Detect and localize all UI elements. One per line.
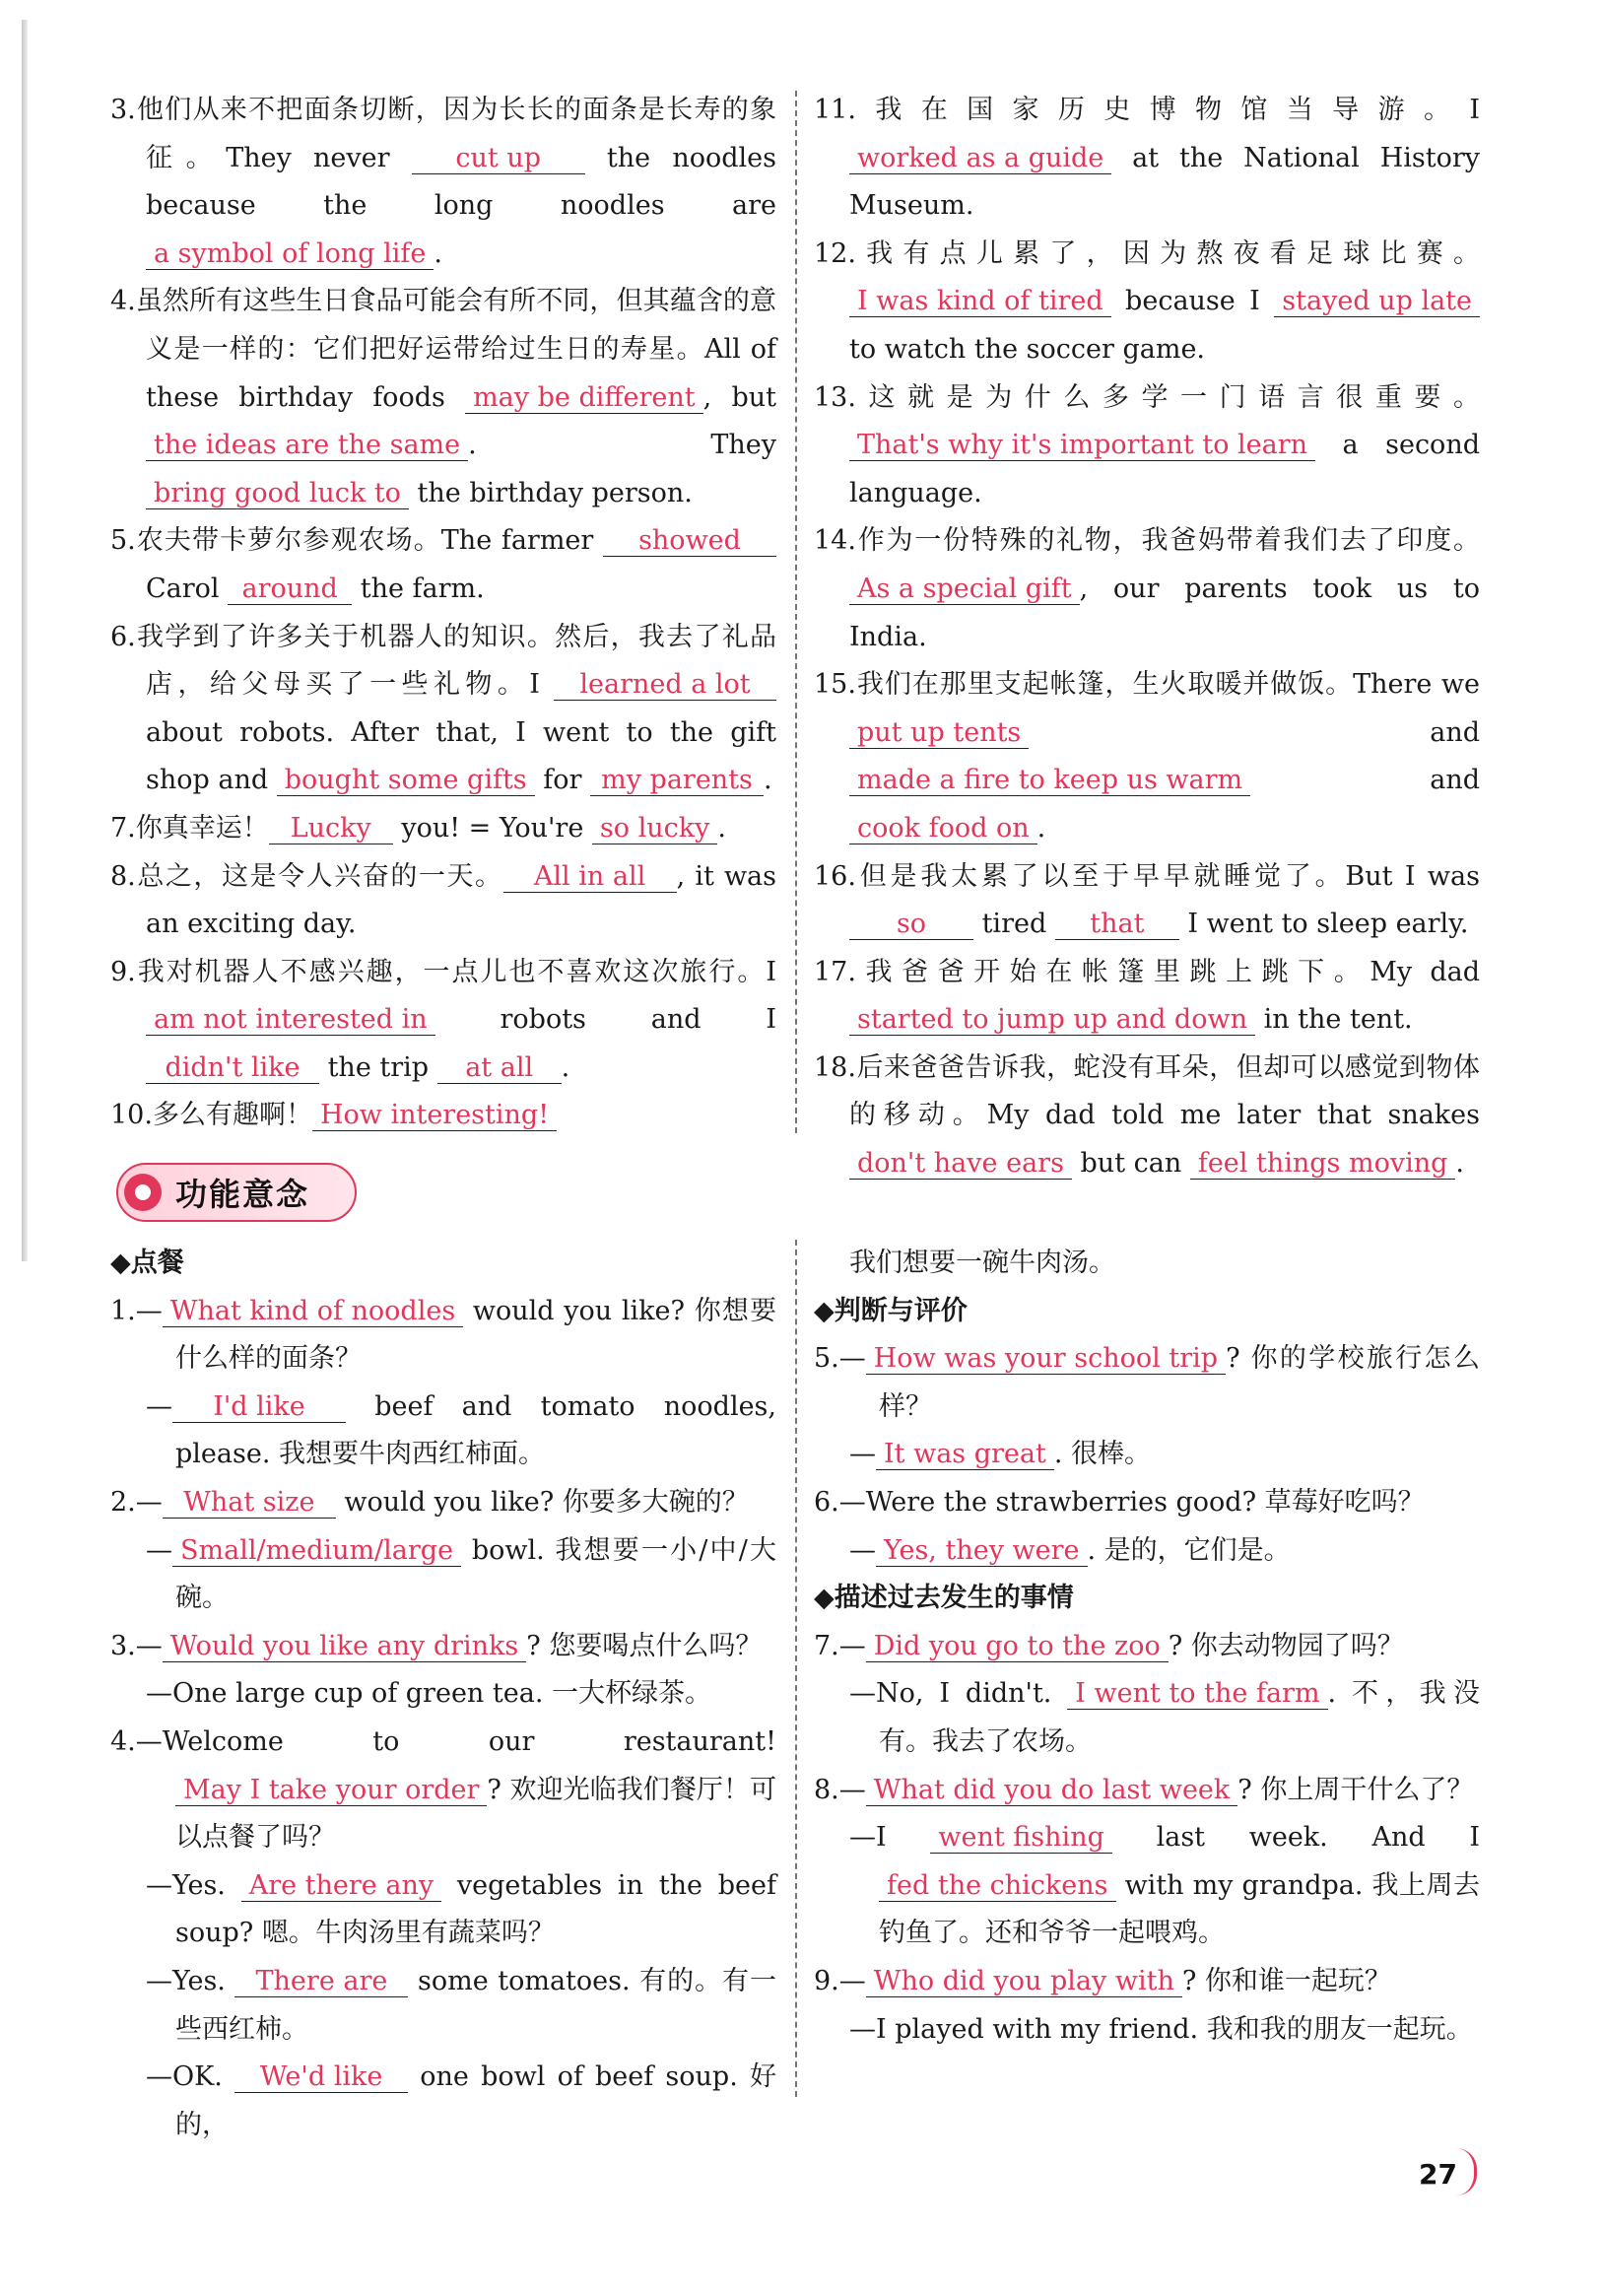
scan-edge-shadow (22, 20, 28, 1261)
section-title: 功能意念 (175, 1176, 310, 1213)
exercise-16: 16.但是我太累了以至于早早就睡觉了。But I was so tired that I went to sleep early. (814, 860, 1480, 940)
dialogue-4-answer-2: —Yes. There are some tomatoes. 有的。有一些西红柿。 (146, 1965, 776, 2045)
answer-blank[interactable]: That's why it's important to learn (849, 431, 1315, 461)
answer-blank[interactable]: Lucky (269, 814, 393, 844)
vocab-right-column (814, 87, 1480, 1188)
exercise-18: 18.后来爸爸告诉我，蛇没有耳朵，但却可以感觉到物体的移动。My dad told me later that snakes don't have ears but can feel things moving . (814, 1051, 1480, 1180)
dialogue-8-question: 8.— What did you do last week ? 你上周干什么了？ (814, 1774, 1474, 1805)
exercise-9: 9.我对机器人不感兴趣，一点儿也不喜欢这次旅行。I am not interested in robots and I didn't like the trip at all . (110, 956, 776, 1083)
dialogue-4-answer-1: —Yes. Are there any vegetables in the beef soup? 嗯。牛肉汤里有蔬菜吗？ (146, 1869, 776, 1949)
answer-blank[interactable]: at all (437, 1053, 562, 1084)
answer-blank[interactable]: What size (163, 1488, 336, 1519)
answer-blank[interactable]: It was great (876, 1440, 1054, 1470)
section-title-badge (116, 1163, 357, 1222)
answer-blank[interactable]: so lucky (592, 814, 717, 844)
exercise-10: 10.多么有趣啊！ How interesting! (110, 1092, 776, 1140)
answer-blank[interactable]: What did you do last week (866, 1776, 1238, 1806)
answer-blank[interactable]: bring good luck to (146, 479, 409, 509)
dialogue-9-question: 9.— Who did you play with ? 你和谁一起玩？ (814, 1965, 1391, 1996)
exercise-4: 4.虽然所有这些生日食品可能会有所不同，但其蕴含的意义是一样的：它们把好运带给过生日的寿星。All of these birthday foods may be different , but the ideas are the same . They bring good luck to the birthday person. (110, 286, 776, 508)
subheading-ordering: ◆点餐 (110, 1248, 184, 1278)
answer-blank[interactable]: stayed up late (1274, 287, 1480, 317)
answer-blank[interactable]: am not interested in (146, 1005, 435, 1036)
column-divider (795, 1240, 797, 2097)
dialogue-5-answer: — It was great . 很棒。 (849, 1439, 1152, 1470)
answer-blank[interactable]: worked as a guide (849, 144, 1111, 174)
dialogue-1-question: 1.— What kind of noodles would you like? 你想要什么样的面条？ (110, 1295, 776, 1375)
answer-blank[interactable]: I went to the farm (1067, 1679, 1327, 1710)
answer-blank[interactable]: fed the chickens (879, 1871, 1116, 1902)
answer-blank[interactable]: Small/medium/large (172, 1536, 461, 1567)
answer-blank[interactable]: don't have ears (849, 1149, 1072, 1180)
target-circle-icon (124, 1174, 162, 1211)
answer-blank[interactable]: Are there any (241, 1871, 441, 1902)
answer-blank[interactable]: May I take your order (175, 1776, 487, 1806)
answer-blank[interactable]: showed (603, 526, 776, 557)
dialogue-6-question: 6.—Were the strawberries good? 草莓好吃吗？ (814, 1486, 1425, 1518)
answer-blank[interactable]: cut up (412, 144, 585, 174)
answer-blank[interactable]: started to jump up and down (849, 1005, 1255, 1036)
exercise-15: 15.我们在那里支起帐篷，生火取暖并做饭。There we put up tents and made a fire to keep us warm and cook food on . (814, 669, 1480, 844)
dialogue-3-question: 3.— Would you like any drinks ? 您要喝点什么吗？ (110, 1630, 763, 1661)
column-divider (795, 91, 797, 1133)
dialogue-3-answer: —One large cup of green tea. 一大杯绿茶。 (146, 1678, 711, 1710)
dialogue-1-answer: — I'd like beef and tomato noodles, please. 我想要牛肉西红柿面。 (146, 1390, 776, 1470)
answer-blank[interactable]: All in all (503, 862, 677, 893)
dialogue-7-question: 7.— Did you go to the zoo ? 你去动物园了吗？ (814, 1630, 1404, 1661)
answer-blank[interactable]: Who did you play with (866, 1967, 1182, 1997)
exercise-17: 17.我爸爸开始在帐篷里跳上跳下。My dad started to jump up and down in the tent. (814, 956, 1480, 1036)
answer-blank[interactable]: my parents (590, 766, 764, 796)
answer-blank[interactable]: I'd like (172, 1392, 346, 1423)
exercise-5: 5.农夫带卡萝尔参观农场。The farmer showed Carol around the farm. (110, 517, 776, 613)
answer-blank[interactable]: Did you go to the zoo (866, 1632, 1169, 1662)
exercise-8: 8.总之，这是令人兴奋的一天。 All in all , it was an exciting day. (110, 860, 777, 940)
page-number: 27 (1419, 2158, 1457, 2191)
answer-blank[interactable]: may be different (465, 383, 703, 414)
answer-blank[interactable]: learned a lot (554, 670, 776, 701)
answer-blank[interactable]: How was your school trip (866, 1344, 1226, 1375)
answer-blank[interactable]: that (1055, 910, 1179, 940)
answer-blank[interactable]: I was kind of tired (849, 287, 1111, 317)
subheading-judging: ◆判断与评价 (814, 1295, 968, 1326)
vocab-left-column (110, 87, 776, 1140)
answer-blank[interactable]: As a special gift (849, 574, 1080, 605)
answer-blank[interactable]: feel things moving (1190, 1149, 1456, 1180)
answer-blank[interactable]: Yes, they were (876, 1536, 1088, 1567)
answer-blank[interactable]: made a fire to keep us warm (849, 766, 1250, 796)
answer-blank[interactable]: Would you like any drinks (163, 1632, 527, 1662)
exercise-12: 12.我有点儿累了，因为熬夜看足球比赛。I was kind of tired because I stayed up late to watch the soccer game. (814, 237, 1480, 365)
answer-blank[interactable]: so (849, 910, 973, 940)
exercise-6: 6.我学到了许多关于机器人的知识。然后，我去了礼品店，给父母买了一些礼物。I learned a lot about robots. After that, I went to the gift shop and bought some gifts for my parents . (110, 621, 776, 796)
dialogue-2-answer: — Small/medium/large bowl. 我想要一小/中/大碗。 (146, 1534, 776, 1614)
dialogue-7-answer: —No, I didn't. I went to the farm . 不，我没有。我去了农场。 (849, 1678, 1480, 1757)
answer-blank[interactable]: cook food on (849, 814, 1037, 844)
answer-blank[interactable]: What kind of noodles (163, 1297, 463, 1327)
dialogue-2-question: 2.— What size would you like? 你要多大碗的？ (110, 1486, 749, 1518)
subheading-past-events: ◆描述过去发生的事情 (814, 1583, 1074, 1614)
answer-blank[interactable]: How interesting! (312, 1101, 557, 1131)
dialogue-4-answer-3: —OK. We'd like one bowl of beef soup. 好的， (146, 2061, 776, 2140)
answer-blank[interactable]: around (228, 574, 352, 605)
exercise-13: 13.这就是为什么多学一门语言很重要。That's why it's important to learn a second language. (814, 381, 1480, 508)
answer-blank[interactable]: went fishing (930, 1823, 1111, 1854)
answer-blank[interactable]: didn't like (146, 1053, 319, 1084)
answer-blank[interactable]: We'd like (234, 2062, 408, 2093)
exercise-3: 3.他们从来不把面条切断，因为长长的面条是长寿的象征。They never cut up the noodles because the long noodles are a symbol of long life . (110, 95, 776, 269)
answer-blank[interactable]: bought some gifts (277, 766, 535, 796)
dialogue-4-question: 4.—Welcome to our restaurant! May I take your order ? 欢迎光临我们餐厅！可以点餐了吗？ (110, 1725, 776, 1854)
dialogue-8-answer: —I went fishing last week. And I fed the chickens with my grandpa. 我上周去钓鱼了。还和爷爷一起喂鸡。 (849, 1822, 1481, 1949)
answer-blank[interactable]: put up tents (849, 718, 1029, 749)
dialogue-4-answer-3-translation: 我们想要一碗牛肉汤。 (849, 1248, 1115, 1278)
dialogue-6-answer: — Yes, they were . 是的，它们是。 (849, 1534, 1291, 1566)
dialogue-5-question: 5.— How was your school trip ? 你的学校旅行怎么样？ (814, 1343, 1480, 1422)
answer-blank[interactable]: There are (234, 1967, 408, 1997)
exercise-7: 7.你真幸运！ Lucky you! = You're so lucky . (110, 812, 726, 844)
answer-blank[interactable]: the ideas are the same (146, 431, 468, 461)
answer-blank[interactable]: a symbol of long life (146, 239, 434, 270)
function-left-column (110, 1240, 776, 2149)
exercise-14: 14.作为一份特殊的礼物，我爸妈带着我们去了印度。As a special gift , our parents took us to India. (814, 525, 1480, 652)
exercise-11: 11.我在国家历史博物馆当导游。I worked as a guide at the National History Museum. (814, 95, 1480, 222)
dialogue-9-answer: —I played with my friend. 我和我的朋友一起玩。 (849, 2013, 1473, 2045)
function-right-column (814, 1240, 1480, 2054)
page-number-ornament (1456, 2148, 1477, 2195)
